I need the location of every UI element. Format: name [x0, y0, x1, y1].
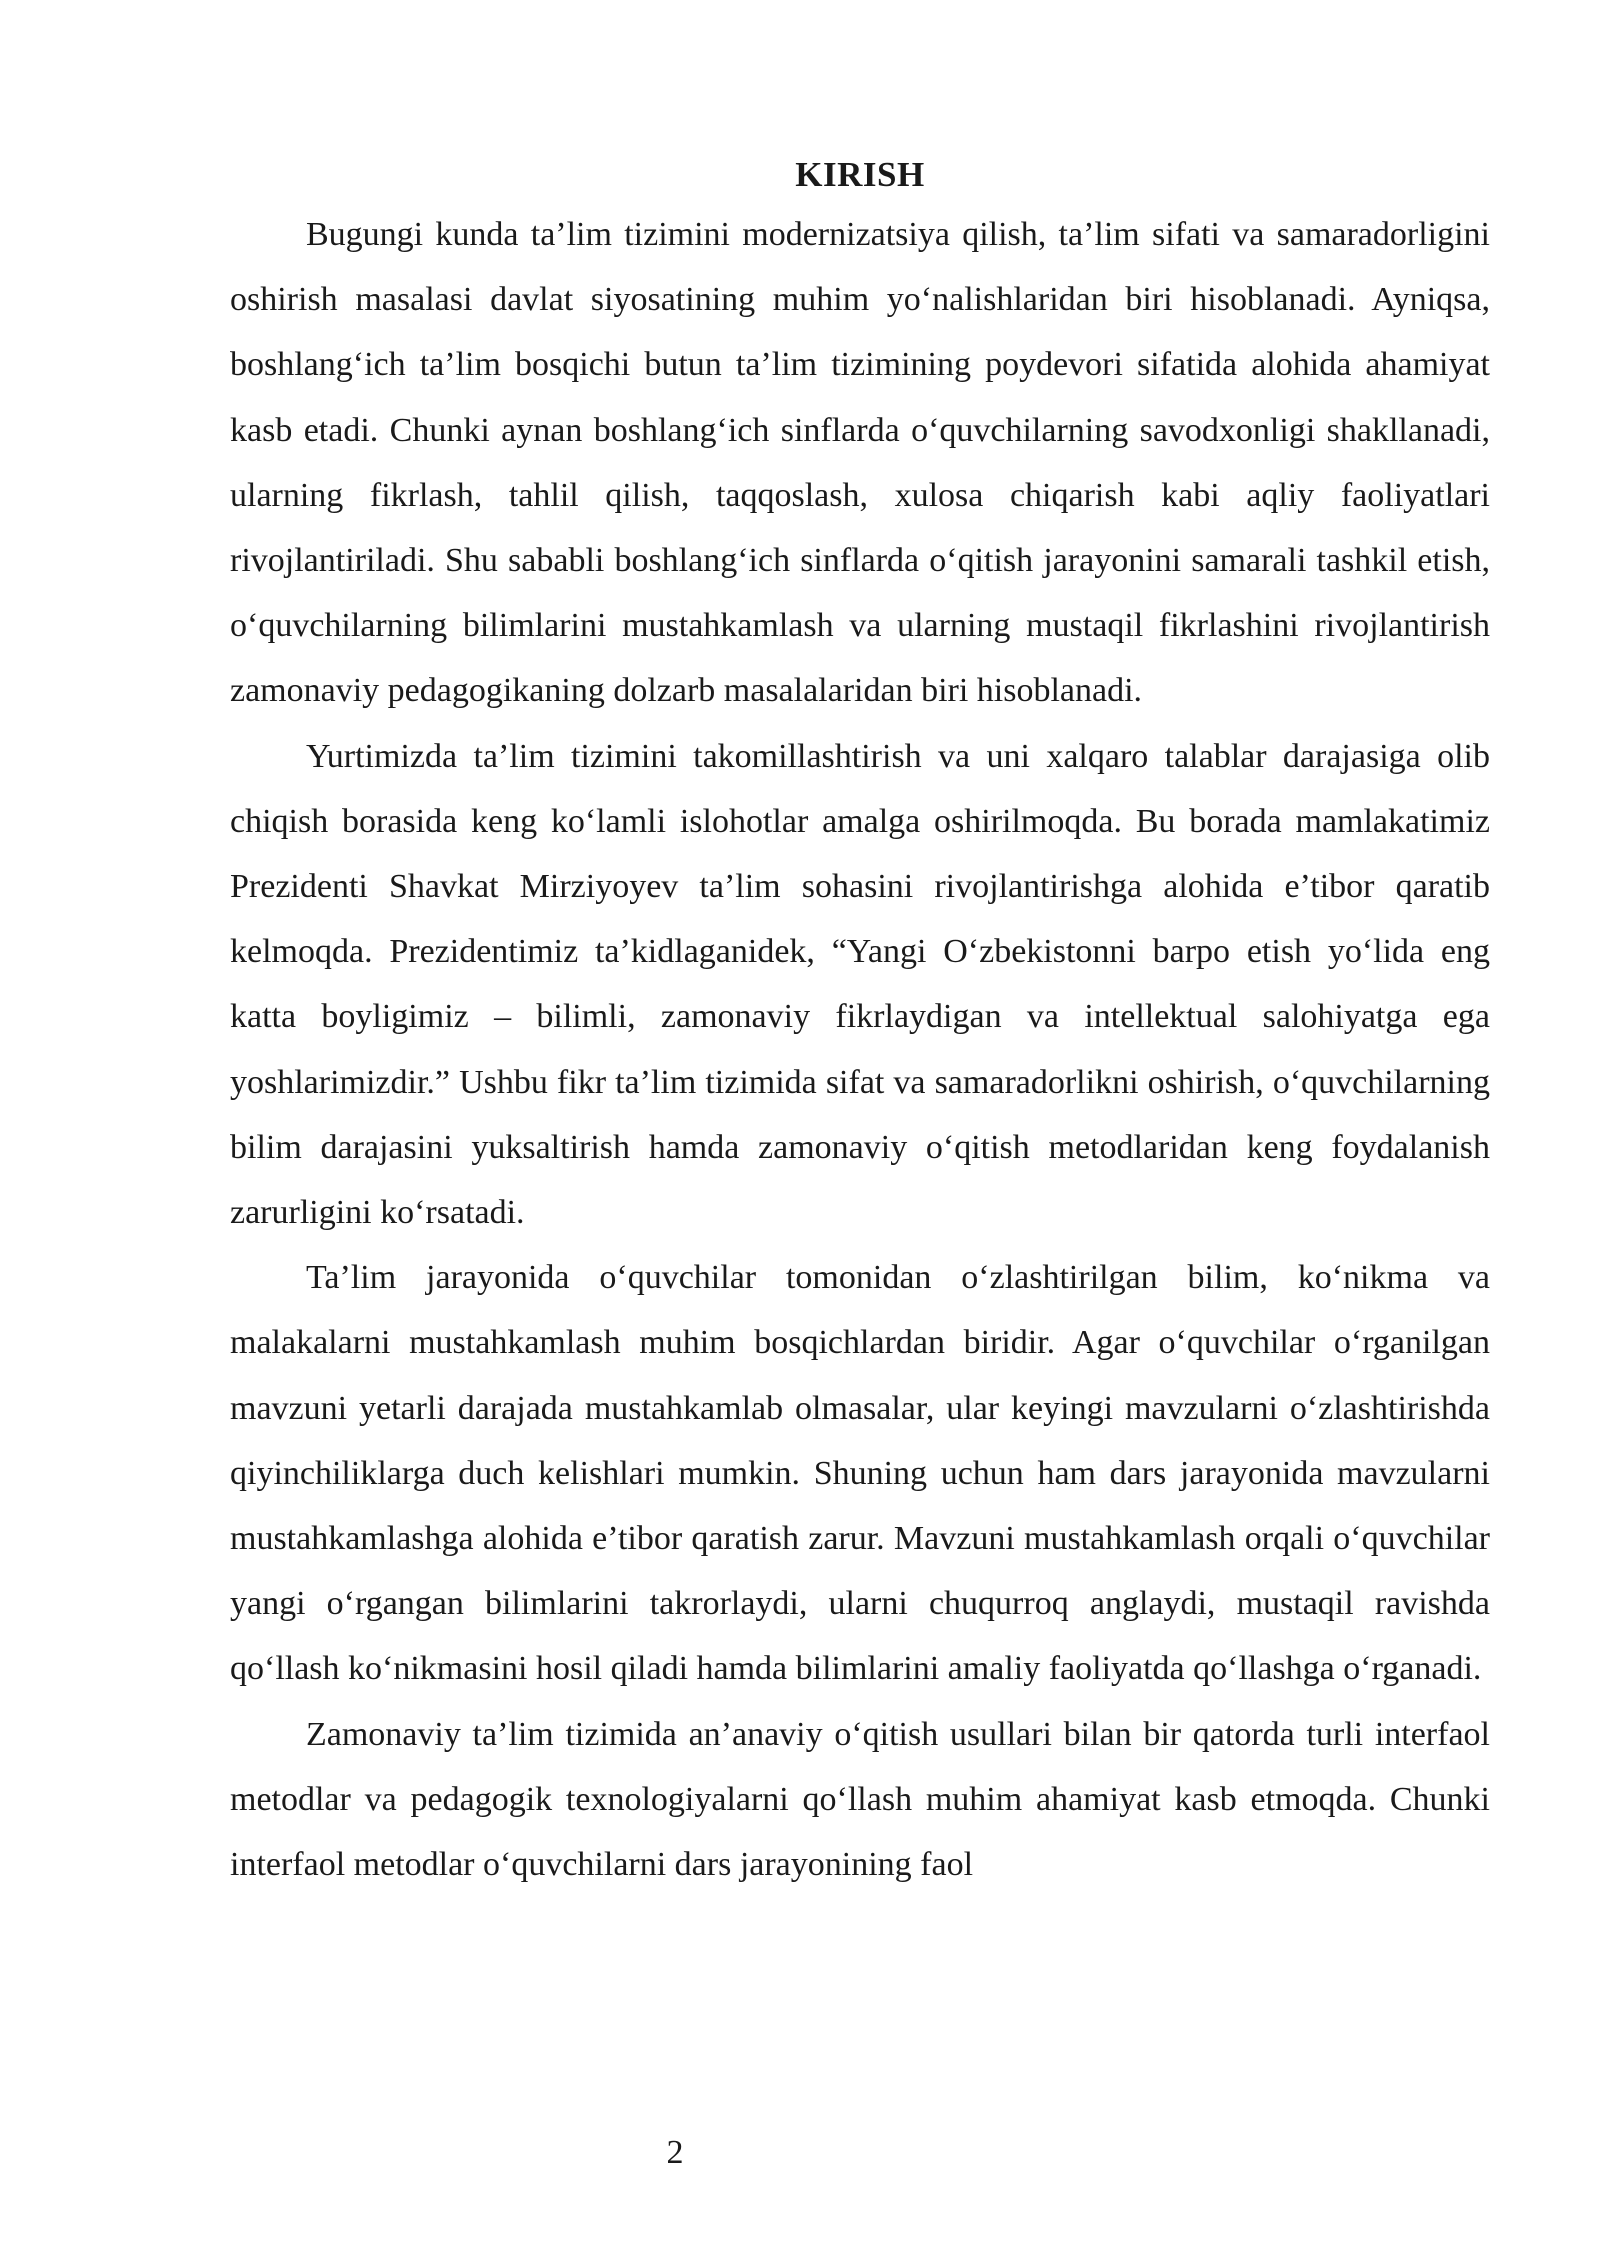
document-body: [230, 150, 1490, 1897]
page-number: 2: [666, 2134, 684, 2171]
paragraph-2: Yurtimizda ta’lim tizimini takomillashtirish va uni xalqaro talablar darajasiga olib chiqish borasida keng ko‘lamli islohotlar amalga oshirilmoqda. Bu borada mamlakatimiz Prezidenti Shavkat Mirziyoyev ta’lim sohasini rivojlantirishga alohida e’tibor qaratib kelmoqda. Prezidentimiz ta’kidlaganidek, “Yangi O‘zbekistonni barpo etish yo‘lida eng katta boyligimiz – bilimli, zamonaviy fikrlaydigan va intellektual salohiyatga ega yoshlarimizdir.” Ushbu fikr ta’lim tizimida sifat va samaradorlikni oshirish, o‘quvchilarning bilim darajasini yuksaltirish hamda zamonaviy o‘qitish metodlaridan keng foydalanish zarurligini ko‘rsatadi.: [230, 737, 1490, 1232]
section-title: KIRISH: [795, 155, 925, 194]
paragraph-1: Bugungi kunda ta’lim tizimini modernizatsiya qilish, ta’lim sifati va samaradorligini oshirish masalasi davlat siyosatining muhim yo‘nalishlaridan biri hisoblanadi. Ayniqsa, boshlang‘ich ta’lim bosqichi butun ta’lim tizimining poydevori sifatida alohida ahamiyat kasb etadi. Chunki aynan boshlang‘ich sinflarda o‘quvchilarning savodxonligi shakllanadi, ularning fikrlash, tahlil qilish, taqqoslash, xulosa chiqarish kabi aqliy faoliyatlari rivojlantiriladi. Shu sababli boshlang‘ich sinflarda o‘qitish jarayonini samarali tashkil etish, o‘quvchilarning bilimlarini mustahkamlash va ularning mustaqil fikrlashini rivojlantirish zamonaviy pedagogikaning dolzarb masalalaridan biri hisoblanadi.: [230, 216, 1490, 710]
paragraph-3: Ta’lim jarayonida o‘quvchilar tomonidan o‘zlashtirilgan bilim, ko‘nikma va malakalarni mustahkamlash muhim bosqichlardan biridir. Agar o‘quvchilar o‘rganilgan mavzuni yetarli darajada mustahkamlab olmasalar, ular keyingi mavzularni o‘zlashtirishda qiyinchiliklarga duch kelishlari mumkin. Shuning uchun ham dars jarayonida mavzularni mustahkamlashga alohida e’tibor qaratish zarur. Mavzuni mustahkamlash orqali o‘quvchilar yangi o‘rgangan bilimlarini takrorlaydi, ularni chuqurroq anglaydi, mustaqil ravishda qo‘llash ko‘nikmasini hosil qiladi hamda bilimlarini amaliy faoliyatda qo‘llashga o‘rganadi.: [230, 1259, 1490, 1688]
paragraph-4: Zamonaviy ta’lim tizimida an’anaviy o‘qitish usullari bilan bir qatorda turli interfaol metodlar va pedagogik texnologiyalarni qo‘llash muhim ahamiyat kasb etmoqda. Chunki interfaol metodlar o‘quvchilarni dars jarayonining faol: [230, 1715, 1490, 1884]
